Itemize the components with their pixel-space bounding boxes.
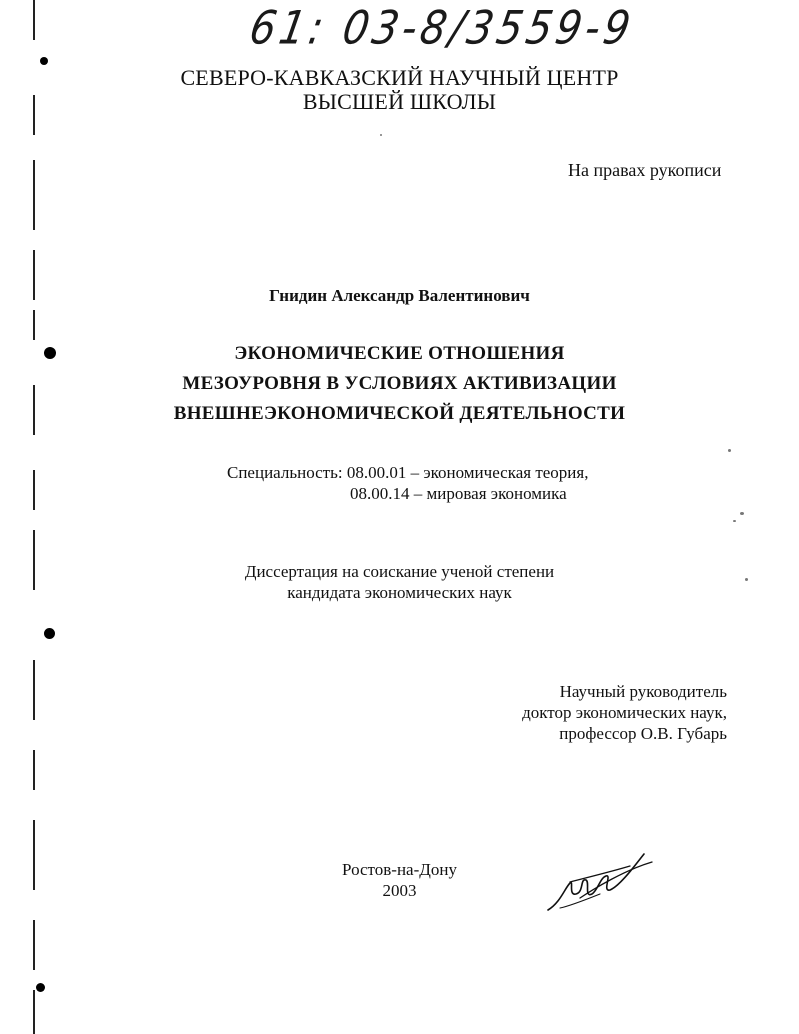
specialty-line-1: Специальность: 08.00.01 – экономическая теория,	[227, 463, 589, 482]
scan-speck	[380, 134, 382, 136]
year: 2003	[382, 881, 417, 900]
scan-edge-line	[33, 750, 35, 790]
specialty-line-2: 08.00.14 – мировая экономика	[350, 484, 567, 503]
scan-speck	[740, 512, 744, 515]
scan-speck	[728, 449, 731, 452]
title-line-1: ЭКОНОМИЧЕСКИЕ ОТНОШЕНИЯ	[234, 343, 565, 364]
rights-note: На правах рукописи	[568, 160, 722, 180]
supervisor-line-1: Научный руководитель	[559, 682, 727, 701]
title-line-3: ВНЕШНЕЭКОНОМИЧЕСКОЙ ДЕЯТЕЛЬНОСТИ	[173, 403, 626, 424]
scan-edge-line	[33, 160, 35, 230]
specialty-block	[227, 462, 588, 504]
scan-edge-line	[33, 0, 35, 40]
scan-speck	[733, 520, 736, 522]
supervisor-line-2: доктор экономических наук,	[522, 703, 727, 722]
title-line-2: МЕЗОУРОВНЯ В УСЛОВИЯХ АКТИВИЗАЦИИ	[182, 373, 617, 394]
organization-name	[0, 66, 799, 114]
scan-edge-line	[33, 990, 35, 1034]
place-and-year	[0, 859, 799, 901]
dissertation-line-1: Диссертация на соискание ученой степени	[244, 562, 555, 581]
supervisor-block	[522, 681, 727, 744]
supervisor-line-3: профессор О.В. Губарь	[559, 724, 727, 743]
archive-mark: 61: 03-8/3559-9	[245, 2, 639, 55]
punch-hole-dot	[44, 628, 55, 639]
dissertation-line-2: кандидата экономических наук	[287, 583, 512, 602]
organization-line-2: ВЫСШЕЙ ШКОЛЫ	[302, 89, 497, 114]
author-name: Гнидин Александр Валентинович	[269, 286, 530, 305]
punch-hole-dot	[40, 57, 48, 65]
scan-edge-line	[33, 470, 35, 510]
scan-edge-line	[33, 310, 35, 340]
organization-line-1: СЕВЕРО-КАВКАЗСКИЙ НАУЧНЫЙ ЦЕНТР	[180, 65, 619, 90]
punch-hole-dot	[36, 983, 45, 992]
scan-edge-line	[33, 660, 35, 720]
dissertation-title	[0, 339, 799, 429]
signature	[540, 848, 660, 918]
dissertation-type	[0, 561, 799, 603]
scan-edge-line	[33, 920, 35, 970]
city: Ростов-на-Дону	[342, 860, 457, 879]
